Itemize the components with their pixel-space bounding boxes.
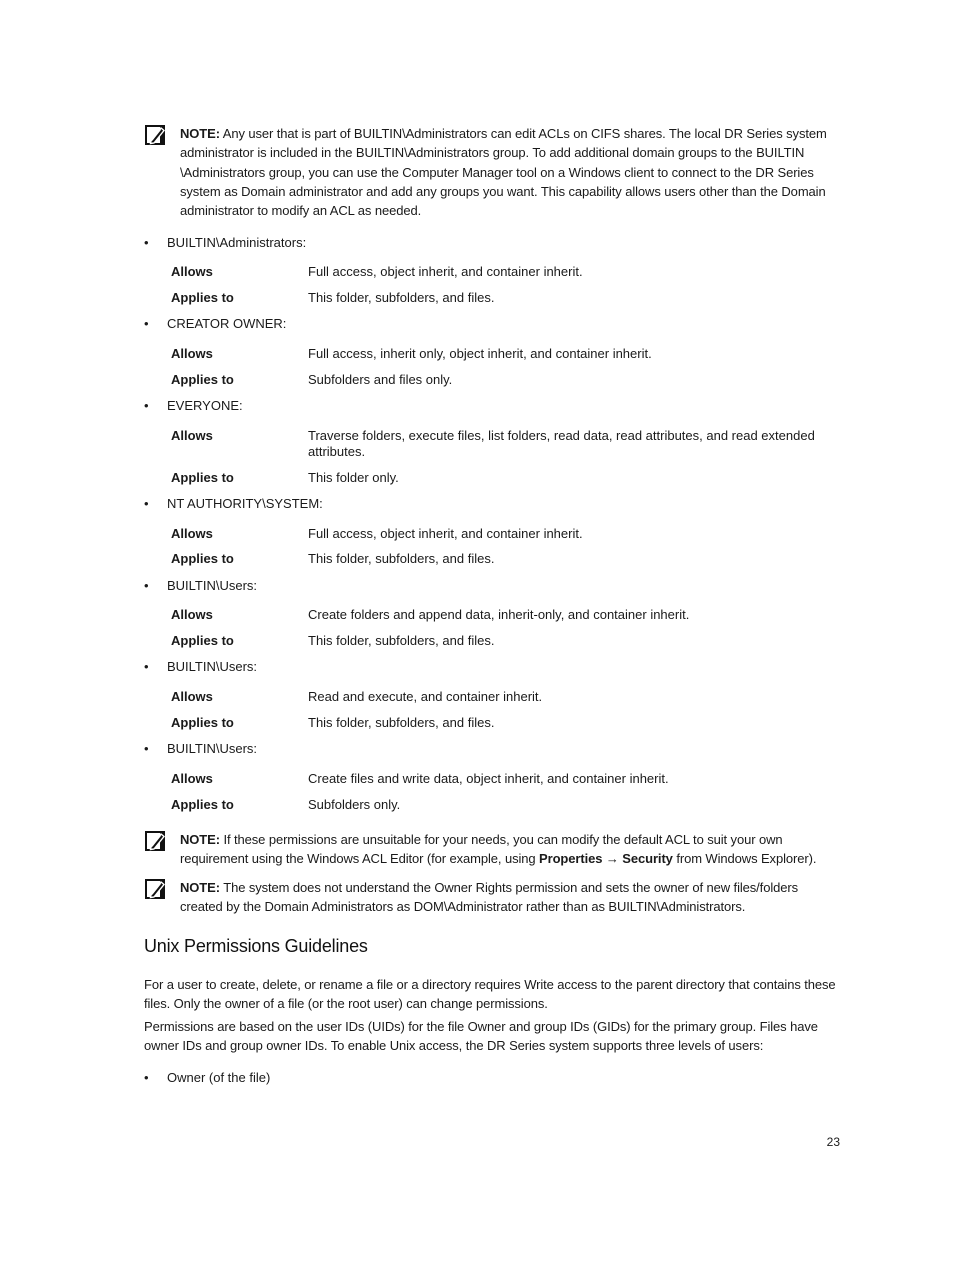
applies-label: Applies to (171, 551, 234, 566)
list-item-text: Owner (of the file) (167, 1070, 271, 1085)
applies-row (171, 290, 851, 306)
applies-row (171, 470, 851, 486)
allows-label: Allows (171, 689, 213, 704)
applies-row (171, 633, 851, 649)
menu-path-security: Security (622, 851, 673, 867)
allows-label: Allows (171, 607, 213, 622)
applies-row (171, 372, 851, 388)
principal-name: CREATOR OWNER: (167, 316, 287, 331)
allows-row (171, 607, 851, 623)
note-body: Any user that is part of BUILTIN\Administrators can edit ACLs on CIFS shares. The local DR Series system administrator is included in the BUILTIN\Administrators group. To add additional domain groups to the BUILTIN \Administrators group, you can use the Computer Manager tool on a Windows client to connect to the DR Series system as Domain administrator and add any groups you want. This capability allows users other than the Domain administrator to modify an ACL as needed. (180, 126, 827, 219)
list-item-principal: • BUILTIN\Users: (144, 659, 258, 674)
applies-value: Subfolders only. (308, 797, 401, 812)
list-item-principal: • BUILTIN\Users: (144, 578, 258, 593)
allows-value: Full access, object inherit, and container inherit. (308, 264, 583, 279)
note-administrators (144, 124, 844, 220)
note-pencil-icon (144, 830, 166, 852)
allows-label: Allows (171, 264, 213, 279)
note-pencil-icon (144, 124, 166, 146)
menu-path-properties: Properties (539, 851, 603, 867)
list-item-principal: • NT AUTHORITY\SYSTEM: (144, 496, 323, 511)
allows-label: Allows (171, 428, 213, 443)
applies-value: This folder, subfolders, and files. (308, 290, 495, 305)
applies-value: This folder, subfolders, and files. (308, 715, 495, 730)
applies-label: Applies to (171, 715, 234, 730)
note-pencil-icon (144, 878, 166, 900)
applies-label: Applies to (171, 290, 234, 305)
applies-label: Applies to (171, 470, 234, 485)
principal-name: BUILTIN\Users: (167, 659, 258, 674)
list-item-principal: • CREATOR OWNER: (144, 316, 287, 331)
allows-value: Create files and write data, object inherit, and container inherit. (308, 771, 669, 786)
applies-value: This folder, subfolders, and files. (308, 551, 495, 566)
list-item-principal: • BUILTIN\Users: (144, 741, 258, 756)
principal-name: NT AUTHORITY\SYSTEM: (167, 496, 323, 511)
note-label: NOTE: (180, 880, 220, 895)
list-item-principal: • BUILTIN\Administrators: (144, 235, 307, 250)
applies-row (171, 797, 851, 813)
note-body: The system does not understand the Owner Rights permission and sets the owner of new files/folders created by the Domain Administrators as DOM\Administrator rather than as BUILTIN\Administrators. (180, 880, 799, 915)
allows-label: Allows (171, 346, 213, 361)
principal-name: BUILTIN\Administrators: (167, 235, 307, 250)
allows-row (171, 689, 851, 705)
principal-name: EVERYONE: (167, 398, 243, 413)
allows-value: Full access, inherit only, object inherit, and container inherit. (308, 346, 652, 361)
allows-row (171, 264, 851, 280)
allows-row (171, 771, 851, 787)
note-acl-editor (144, 830, 844, 869)
note-text: NOTE: If these permissions are unsuitable for your needs, you can modify the default ACL to suit your own requirement using the Windows ACL Editor (for example, using Properties → Security from Windows Explorer). (180, 832, 817, 867)
note-text (180, 878, 844, 917)
allows-row (171, 526, 851, 542)
applies-label: Applies to (171, 633, 234, 648)
allows-row (171, 428, 851, 460)
applies-value: This folder, subfolders, and files. (308, 633, 495, 648)
principal-name: BUILTIN\Users: (167, 741, 258, 756)
allows-value: Create folders and append data, inherit-only, and container inherit. (308, 607, 690, 622)
allows-value: Read and execute, and container inherit. (308, 689, 543, 704)
allows-label: Allows (171, 526, 213, 541)
allows-value: Full access, object inherit, and container inherit. (308, 526, 583, 541)
allows-label: Allows (171, 771, 213, 786)
applies-row (171, 715, 851, 731)
list-item-principal: • EVERYONE: (144, 398, 243, 413)
note-label: NOTE: (180, 126, 220, 141)
applies-label: Applies to (171, 372, 234, 387)
note-label: NOTE: (180, 832, 220, 847)
note-owner-rights (144, 878, 844, 917)
section-heading: Unix Permissions Guidelines (144, 936, 368, 956)
applies-value: Subfolders and files only. (308, 372, 453, 387)
page-number: 23 (826, 1135, 840, 1149)
paragraph: Permissions are based on the user IDs (UIDs) for the file Owner and group IDs (GIDs) for the primary group. Files have owner IDs and group owner IDs. To enable Unix access, the DR Series system supports three levels of users: (144, 1019, 818, 1054)
principal-name: BUILTIN\Users: (167, 578, 258, 593)
paragraph: For a user to create, delete, or rename a file or a directory requires Write access to the parent directory that contains these files. Only the owner of a file (or the root user) can change permissions. (144, 977, 836, 1012)
applies-value: This folder only. (308, 470, 399, 485)
note-text (180, 124, 844, 220)
applies-row (171, 551, 851, 567)
allows-row (171, 346, 851, 362)
applies-label: Applies to (171, 797, 234, 812)
list-item-user-level: • Owner (of the file) (144, 1070, 271, 1085)
allows-value: Traverse folders, execute files, list folders, read data, read attributes, and read extended attributes. (308, 428, 815, 459)
